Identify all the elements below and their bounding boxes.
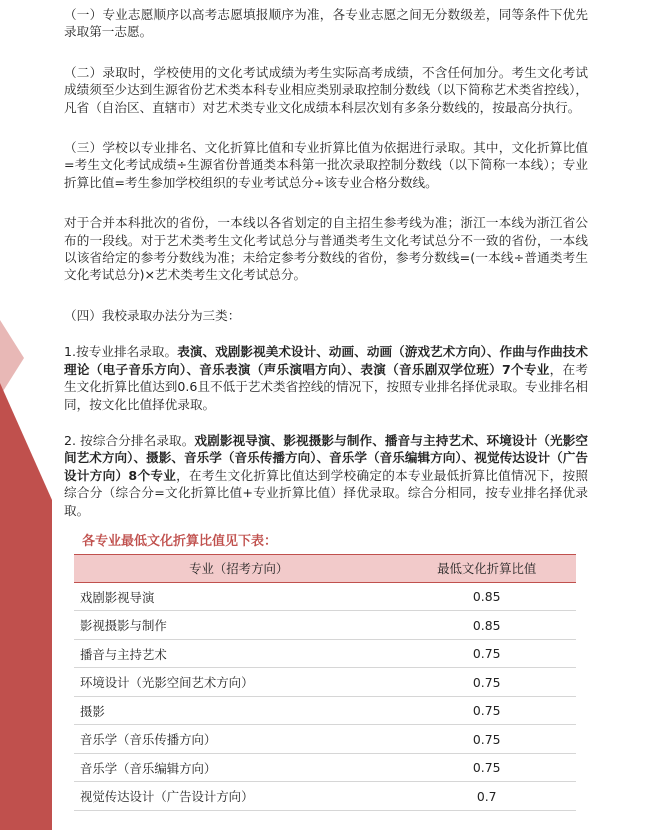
method-1-lead: 1.按专业排名录取。: [64, 344, 178, 360]
ratio-cell: 0.85: [397, 611, 576, 640]
method-1-majors: 表演、戏剧影视美术设计、动画、动画（游戏艺术方向）、作曲与作曲技术理论（电子音乐方向）、音乐表演（声乐演唱方向）、表演（音乐剧双学位班）7个专业: [64, 344, 588, 377]
paragraph-ratio-rule: （三）学校以专业排名、文化折算比值和专业折算比值为依据进行录取。其中，文化折算比值=考生文化考试成绩÷生源省份普通类本科第一批次录取控制分数线（以下简称一本线）；专业折算比值=考生参加学校组织的专业考试总分÷该专业合格分数线。: [64, 140, 588, 190]
ratio-cell: 0.75: [397, 668, 576, 697]
header-ratio: 最低文化折算比值: [397, 554, 576, 582]
ratio-cell: 0.85: [397, 582, 576, 611]
paragraph-admission-methods: （四）我校录取办法分为三类：: [64, 307, 241, 323]
ratio-cell: 0.75: [397, 753, 576, 782]
major-cell: 摄影: [74, 696, 397, 725]
paragraph-volunteer-order: （一）专业志愿顺序以高考志愿填报顺序为准，各专业志愿之间无分数级差，同等条件下优先录取第一志愿。: [64, 7, 588, 40]
major-cell: 播音与主持艺术: [74, 639, 397, 668]
table-header-row: [74, 554, 576, 582]
paragraph-exam-score-rule: （二）录取时，学校使用的文化考试成绩为考生实际高考成绩，不含任何加分。考生文化考试成绩须至少达到生源省份艺术类本科专业相应类别录取控制分数线（以下简称艺术类省控线），凡省（自治区、直辖市）对艺术类专业文化成绩本科层次划有多条分数线的，按最高分执行。: [64, 64, 588, 115]
ratio-cell: 0.75: [397, 696, 576, 725]
ratio-cell: 0.75: [397, 639, 576, 668]
header-major: 专业（招考方向）: [74, 554, 397, 582]
method-2-lead: 2. 按综合分排名录取。: [64, 432, 195, 448]
method-1-tail: ，在考生文化折算比值达到0.6且不低于艺术类省控线的情况下，按照专业排名择优录取。专业排名相同，按文化比值择优录取。: [64, 361, 588, 412]
deco-light-triangle: [0, 320, 24, 396]
table-row: [74, 782, 576, 811]
table-row: [74, 639, 576, 668]
method-2-majors: 戏剧影视导演、影视摄影与制作、播音与主持艺术、环境设计（光影空间艺术方向）、摄影、音乐学（音乐传播方向）、音乐学（音乐编辑方向）、视觉传达设计（广告设计方向）8个专业: [64, 432, 588, 483]
table-row: [74, 725, 576, 754]
major-cell: 影视摄影与制作: [74, 611, 397, 640]
major-cell: 音乐学（音乐传播方向）: [74, 725, 397, 754]
paragraph-method-2: [64, 432, 588, 519]
major-cell: 视觉传达设计（广告设计方向）: [74, 782, 397, 811]
paragraph-method-1: [64, 343, 588, 413]
paragraph-merged-batch-rule: 对于合并本科批次的省份，一本线以各省划定的自主招生参考线为准；浙江一本线为浙江省公布的一段线。对于艺术类考生文化考试总分与普通类考生文化考试总分不一致的省份，一本线以该省给定的参考分数线为准；未给定参考分数线的省份，参考分数线=(一本线÷普通类考生文化考试总分)×艺术类考生文化考试总分。: [64, 215, 588, 283]
ratio-cell: 0.75: [397, 725, 576, 754]
table-row: [74, 753, 576, 782]
min-ratio-table: [74, 554, 576, 811]
table-row: [74, 668, 576, 697]
major-cell: 音乐学（音乐编辑方向）: [74, 753, 397, 782]
table-caption: 各专业最低文化折算比值见下表：: [82, 533, 278, 549]
major-cell: 戏剧影视导演: [74, 582, 397, 611]
ratio-cell: 0.7: [397, 782, 576, 811]
method-2-tail: ，在考生文化折算比值达到学校确定的本专业最低折算比值情况下，按照综合分（综合分=文化折算比值+专业折算比值）择优录取。综合分相同，按专业排名择优录取。: [64, 467, 589, 518]
deco-dark-triangle: [0, 383, 52, 830]
document-content: [64, 6, 588, 811]
table-row: [74, 696, 576, 725]
table-row: [74, 611, 576, 640]
major-cell: 环境设计（光影空间艺术方向）: [74, 668, 397, 697]
table-row: [74, 582, 576, 611]
